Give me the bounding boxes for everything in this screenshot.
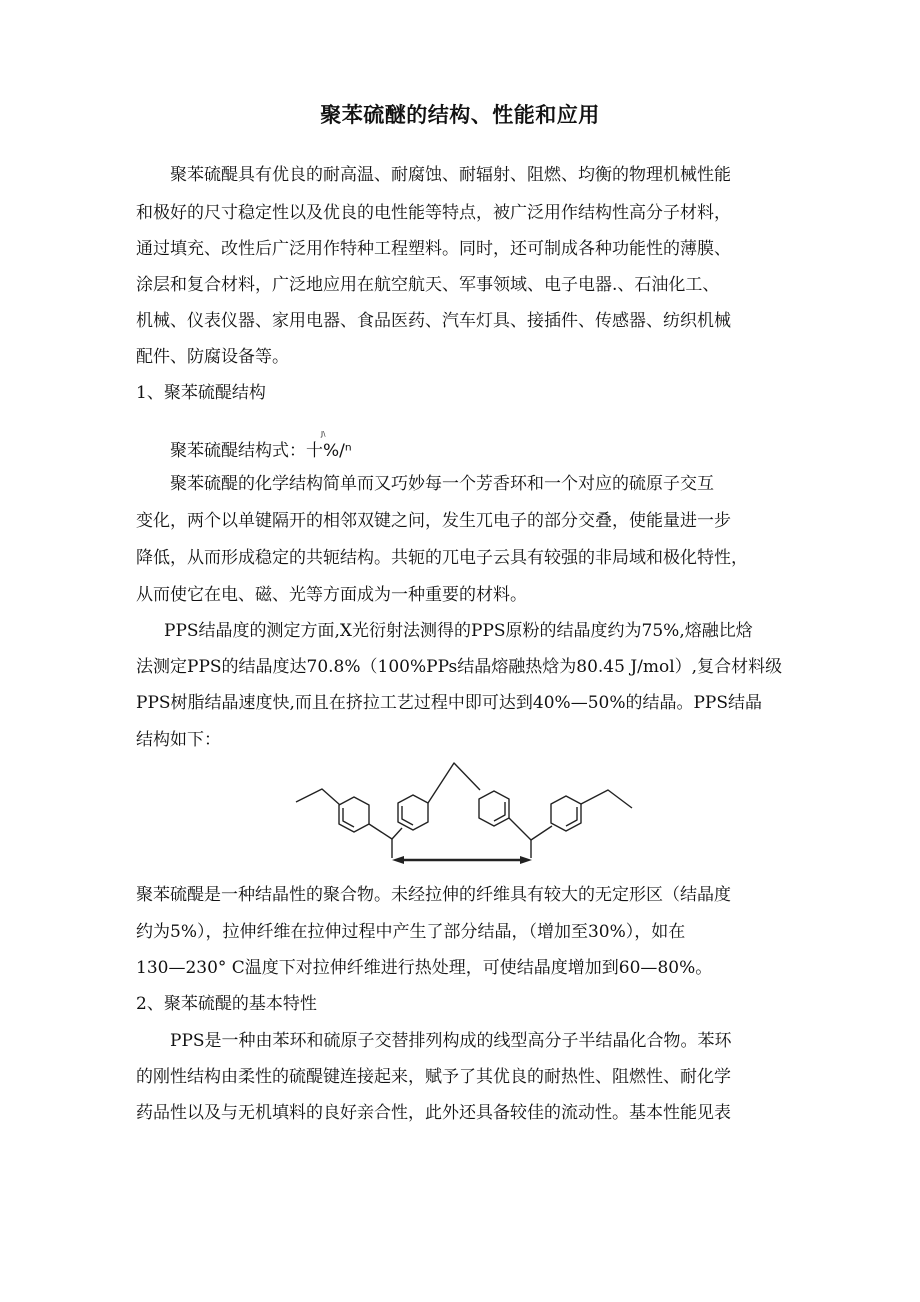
paragraph-line: 约为5%），拉伸纤维在拉伸过程中产生了部分结晶，（增加至30%），如在 [136,922,686,942]
paragraph-line: 130—230° C温度下对拉伸纤维进行热处理，可使结晶度增加到60—80%。 [136,958,713,978]
chain-bond [428,763,480,803]
arrowhead-left [392,856,404,864]
paragraph-line: 法测定PPS的结晶度达70.8%（100%PPs结晶熔融热焓为80.45 J/mol）,复合材料级 [136,657,783,677]
chain-bond [509,818,552,840]
paragraph-line: 药品性以及与无机填料的良好亲合性，此外还具备较佳的流动性。基本性能见表 [136,1103,731,1123]
paragraph-line: 聚苯硫醍是一种结晶性的聚合物。未经拉伸的纤维具有较大的无定形区（结晶度 [136,885,731,905]
paragraph-line: 变化，两个以单键隔开的相邻双键之问，发生兀电子的部分交叠，使能量进一步 [136,511,731,531]
ring-inner-bond [494,802,505,821]
formula-text: 十%/ⁿ [306,441,352,461]
formula-superscript: J\ [321,430,326,438]
paragraph-line: PPS树脂结晶速度快,而且在挤拉工艺过程中即可达到40%—50%的结晶。PPS结晶 [136,693,763,713]
paragraph-line: 结构如下： [136,730,221,750]
arrowhead-right [520,856,532,864]
ring-inner-bond [566,807,577,826]
intro-line: 通过填充、改性后广泛用作特种工程塑料。同时，还可制成各种功能性的薄膜、 [136,239,731,259]
chain-bond [296,789,340,805]
intro-line: 配件、防腐设备等。 [136,347,289,367]
intro-line: 和极好的尺寸稳定性以及优良的电性能等特点，被广泛用作结构性高分子材料， [136,203,731,223]
paragraph-line: 从而使它在电、磁、光等方面成为一种重要的材料。 [136,585,527,605]
paragraph-line: 降低，从而形成稳定的共轭结构。共轭的兀电子云具有较强的非局域和极化特性， [136,548,748,568]
ring-inner-bond [343,808,354,827]
document-title: 聚苯硫醚的结构、性能和应用 [320,103,600,127]
chain-bond [581,790,632,808]
section-heading: 2、聚苯硫醍的基本特性 [136,994,317,1014]
intro-line: 涂层和复合材料，广泛地应用在航空航天、军事领域、电子电器.、石油化工、 [136,275,720,295]
paragraph-line: 的刚性结构由柔性的硫醍键连接起来，赋予了其优良的耐热性、阻燃性、耐化学 [136,1067,731,1087]
formula-label: 聚苯硫醍结构式： [170,441,306,461]
intro-line: 聚苯硫醍具有优良的耐高温、耐腐蚀、耐辐射、阻燃、均衡的物理机械性能 [170,165,731,185]
paragraph-line: 聚苯硫醍的化学结构简单而又巧妙每一个芳香环和一个对应的硫原子交互 [170,474,714,494]
pps-structure-diagram [290,760,640,875]
paragraph-line: PPS结晶度的测定方面,X光衍射法测得的PPS原粉的结晶度约为75%,熔融比焓 [164,621,753,641]
formula-line [170,440,352,462]
section-heading: 1、聚苯硫醍结构 [136,383,266,403]
chain-bond [369,824,402,839]
paragraph-line: PPS是一种由苯环和硫原子交替排列构成的线型高分子半结晶化合物。苯环 [170,1031,732,1051]
intro-line: 机械、仪表仪器、家用电器、食品医药、汽车灯具、接插件、传感器、纺织机械 [136,311,731,331]
ring-inner-bond [402,806,413,825]
